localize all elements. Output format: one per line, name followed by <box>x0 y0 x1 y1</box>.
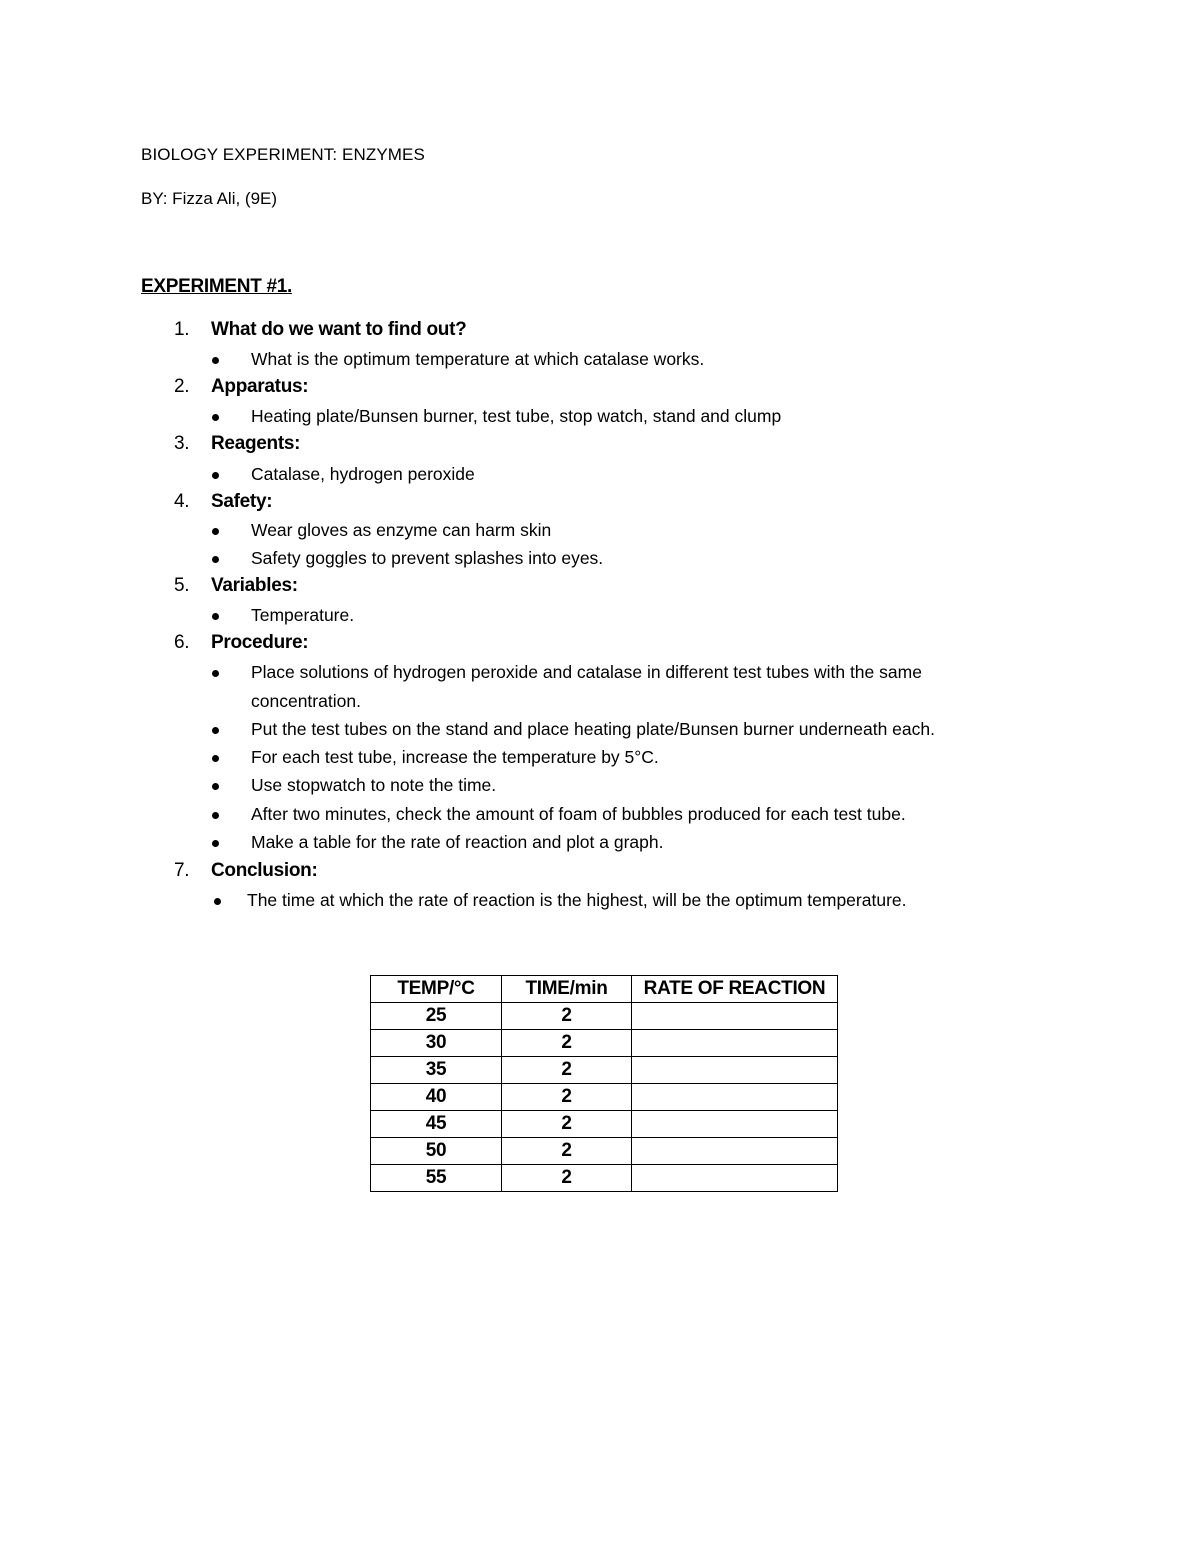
column-header-temp: TEMP/°C <box>371 976 502 1003</box>
table-row <box>371 1165 838 1192</box>
table-row <box>371 1084 838 1111</box>
cell-temp: 30 <box>371 1030 502 1057</box>
section-5-heading <box>174 575 298 597</box>
cell-time: 2 <box>502 1057 632 1084</box>
bullet-icon <box>212 783 219 790</box>
cell-temp: 25 <box>371 1003 502 1030</box>
list-item-text: For each test tube, increase the temperature by 5°C. <box>251 747 659 767</box>
cell-time: 2 <box>502 1003 632 1030</box>
cell-time: 2 <box>502 1030 632 1057</box>
cell-rate <box>632 1084 838 1111</box>
bullet-icon <box>212 727 219 734</box>
table-row <box>371 1138 838 1165</box>
section-number: 3. <box>174 433 190 454</box>
table-row <box>371 1030 838 1057</box>
section-title: What do we want to find out? <box>211 319 467 340</box>
document-title: BIOLOGY EXPERIMENT: ENZYMES <box>141 145 425 164</box>
list-item-text: Place solutions of hydrogen peroxide and catalase in different test tubes with the same <box>251 662 922 682</box>
cell-rate <box>632 1165 838 1192</box>
cell-temp: 45 <box>371 1111 502 1138</box>
table-row <box>371 1111 838 1138</box>
cell-rate <box>632 1138 838 1165</box>
cell-rate <box>632 1057 838 1084</box>
table-row <box>371 1003 838 1030</box>
list-item-text: Catalase, hydrogen peroxide <box>251 464 475 484</box>
bullet-icon <box>212 556 219 563</box>
bullet-icon <box>212 472 219 479</box>
section-title: Procedure: <box>211 632 309 653</box>
cell-time: 2 <box>502 1165 632 1192</box>
column-header-time: TIME/min <box>502 976 632 1003</box>
cell-temp: 55 <box>371 1165 502 1192</box>
list-item-text: Wear gloves as enzyme can harm skin <box>251 520 552 540</box>
section-1-heading <box>174 319 466 341</box>
list-item-text: What is the optimum temperature at which catalase works. <box>251 349 705 369</box>
section-number: 5. <box>174 575 190 596</box>
bullet-icon <box>212 670 219 677</box>
section-7-heading <box>174 860 317 882</box>
list-item-text: Safety goggles to prevent splashes into eyes. <box>251 548 604 568</box>
results-table <box>370 975 838 1192</box>
list-item-text: Put the test tubes on the stand and place heating plate/Bunsen burner underneath each. <box>251 719 935 739</box>
bullet-icon <box>212 812 219 819</box>
table-row <box>371 1057 838 1084</box>
bullet-icon <box>212 414 219 421</box>
section-6-heading <box>174 632 308 654</box>
list-item-text: After two minutes, check the amount of foam of bubbles produced for each test tube. <box>251 804 906 824</box>
list-item-text: Make a table for the rate of reaction and plot a graph. <box>251 832 664 852</box>
list-item-text: concentration. <box>251 691 361 711</box>
experiment-heading: EXPERIMENT #1. <box>141 276 293 297</box>
bullet-icon <box>212 755 219 762</box>
author-line: BY: Fizza Ali, (9E) <box>141 189 278 208</box>
cell-time: 2 <box>502 1111 632 1138</box>
section-title: Conclusion: <box>211 860 318 881</box>
bullet-icon <box>212 357 219 364</box>
section-title: Apparatus: <box>211 376 309 397</box>
section-number: 6. <box>174 632 190 653</box>
table-header-row <box>371 976 838 1003</box>
list-item-text: The time at which the rate of reaction is the highest, will be the optimum temperature. <box>247 890 907 910</box>
column-header-rate: RATE OF REACTION <box>632 976 838 1003</box>
section-3-heading <box>174 433 300 455</box>
section-number: 7. <box>174 860 190 881</box>
cell-rate <box>632 1111 838 1138</box>
cell-temp: 35 <box>371 1057 502 1084</box>
bullet-icon <box>212 840 219 847</box>
section-title: Variables: <box>211 575 298 596</box>
cell-time: 2 <box>502 1084 632 1111</box>
cell-temp: 40 <box>371 1084 502 1111</box>
cell-rate <box>632 1030 838 1057</box>
section-number: 2. <box>174 376 190 397</box>
bullet-icon <box>214 898 221 905</box>
section-4-heading <box>174 491 272 513</box>
section-title: Safety: <box>211 491 273 512</box>
bullet-icon <box>212 528 219 535</box>
section-title: Reagents: <box>211 433 301 454</box>
list-item-text: Use stopwatch to note the time. <box>251 775 497 795</box>
section-number: 1. <box>174 319 190 340</box>
section-number: 4. <box>174 491 190 512</box>
list-item-text: Temperature. <box>251 605 355 625</box>
section-2-heading <box>174 376 308 398</box>
cell-temp: 50 <box>371 1138 502 1165</box>
cell-time: 2 <box>502 1138 632 1165</box>
list-item-text: Heating plate/Bunsen burner, test tube, stop watch, stand and clump <box>251 406 782 426</box>
cell-rate <box>632 1003 838 1030</box>
bullet-icon <box>212 613 219 620</box>
